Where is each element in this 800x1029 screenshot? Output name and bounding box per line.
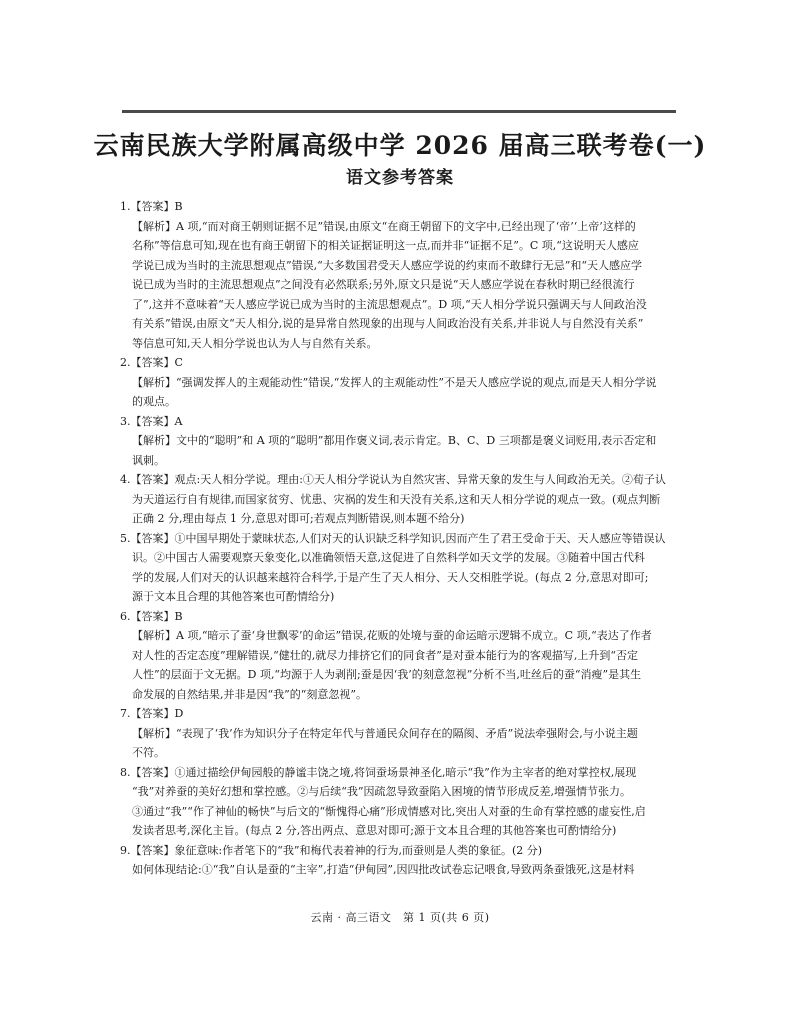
answer-first-line [120,763,682,783]
answer-text: 【答案】B [130,609,183,623]
answer-line: 命发展的自然结果,并非是因“我”的“刻意忽视”。 [132,687,367,701]
answer-line: 学的发展,人们对天的认识越来越符合科学,于是产生了天人相分、天人交相胜学说。(每点 2 分,意思对即可; [132,570,649,584]
answer-line: ③通过“我”“作了神仙的畅快”与后文的“惭愧得心痛”形成情感对比,突出人对蚕的生命有掌控感的虚妄性,启 [132,804,646,818]
answer-line: 【解析】文中的“聪明”和 A 项的“聪明”都用作褒义词,表示肯定。B、C、D 三项都是褒义词贬用,表示否定和 [132,434,657,447]
answer-line: 学说已成为当时的主流思想观点”错误,“大多数国君受天人感应学说的约束而不敢肆行无忌”和“天人感应学 [132,258,642,272]
answer-line: 发读者思考,深化主旨。(每点 2 分,答出两点、意思对即可;源于文本且合理的其他答案也可酌情给分) [132,824,617,837]
answer-line: 有关系”错误,由原文“天人相分,说的是异常自然现象的出现与人间政治没有关系,并非说人与自然没有关系” [132,317,644,330]
answer-line: 识。②中国古人需要观察天象变化,以准确领悟天意,这促进了自然科学如天文学的发展。③随着中国古代科 [132,551,645,564]
answer-line: 源于文本且合理的其他答案也可酌情给分) [132,590,335,603]
answer-first-line [120,470,682,490]
document-subtitle: 语文参考答案 [346,168,454,188]
answer-text: 【答案】象征意味:作者笔下的“我”和梅代表着神的行为,而蚕则是人类的象征。(2 分) [130,843,543,857]
answer-item [120,763,682,841]
answer-number: 9. [120,843,131,857]
answer-line: 等信息可知,天人相分学说也认为人与自然有关系。 [132,336,378,350]
answer-text: 【答案】A [130,414,183,428]
answer-line: “我”对养蚕的美好幻想和掌控感。②与后续“我”因疏忽导致蚕陷入困境的情节形成反差,增强情节张力。 [132,785,631,798]
answer-item [120,353,682,412]
answer-line: 讽刺。 [132,453,165,467]
answer-text: 【答案】B [130,200,183,213]
answer-item [120,412,682,471]
answer-number: 6. [120,609,131,623]
answer-first-line [120,607,682,627]
answer-item [120,607,682,705]
answer-line: 【解析】“表现了‘我’作为知识分子在特定年代与普通民众间存在的隔阂、矛盾”说法牵强附会,与小说主题 [132,726,638,740]
answer-line: 对人性的否定态度”理解错误,“健壮的,就尽力排挤它们的同食者”是对蚕本能行为的客观描写,上升到“否定 [132,648,638,662]
answer-first-line [120,841,682,861]
answer-item [120,529,682,607]
exam-title: 云南民族大学附属高级中学 2026 届高三联考卷(一) [93,131,707,160]
answer-line: 了”,这并不意味着“天人感应学说已成为当时的主流思想观点”。D 项,“天人相分学说只强调天与人间政治没 [132,297,647,311]
answer-line: 的观点。 [132,395,176,408]
answer-number: 5. [120,531,131,545]
answer-line: 不符。 [132,746,165,759]
answer-line: 【解析】“强调发挥人的主观能动性”错误,“发挥人的主观能动性”不是天人感应学说的观点,而是天人相分学说 [132,375,657,389]
answer-text: 【答案】①中国早期处于蒙昧状态,人们对天的认识缺乏科学知识,因而产生了君王受命于天、天人感应等错误认 [130,531,666,545]
answers-list [120,197,682,880]
answer-line: 人性”的层面于文无据。D 项,“均源于人为剥削;蚕是因‘我’的刻意忽视”分析不当,吐丝后的蚕“消瘦”是其生 [132,668,642,681]
answer-line: 为天道运行自有规律,而国家贫穷、忧患、灾祸的发生和天没有关系,这和天人相分学说的观点一致。(观点判断 [132,492,661,506]
answer-line: 如何体现结论:①“我”自认是蚕的“主宰”,打造“伊甸园”,因四批改试卷忘记喂食,导致两条蚕饿死,这是材料 [132,863,635,876]
header-rule [122,110,676,113]
answer-line: 说已成为当时的主流思想观点”之间没有必然联系;另外,原文只是说“天人感应学说在春秋时期已经很流行 [132,278,635,291]
answer-first-line [120,412,682,432]
answer-item [120,470,682,529]
answer-first-line [120,197,682,217]
answer-first-line [120,353,682,373]
answer-line: 名称”等信息可知,现在也有商王朝留下的相关证据证明这一点,而并非“证据不足”。C 项,“这说明天人感应 [132,239,639,252]
page-footer: 云南 · 高三语文 第 1 页(共 6 页) [310,911,490,924]
answer-first-line [120,704,682,724]
answer-number: 2. [120,356,131,369]
answer-first-line [120,529,682,549]
answer-item [120,197,682,353]
answer-line: 正确 2 分,理由每点 1 分,意思对即可;若观点判断错误,则本题不给分) [132,512,465,525]
answer-number: 1. [120,200,131,213]
answer-text: 【答案】C [130,356,183,369]
answer-text: 【答案】观点:天人相分学说。理由:①天人相分学说认为自然灾害、异常天象的发生与人间政治无关。②荀子认 [130,473,666,486]
answer-number: 4. [120,473,131,486]
answer-item [120,704,682,763]
answer-number: 8. [120,765,131,779]
answer-item [120,841,682,880]
answer-text: 【答案】①通过描绘伊甸园般的静谧丰饶之境,将饲蚕场景神圣化,暗示“我”作为主宰者的绝对掌控权,展现 [130,765,637,779]
answer-line: 【解析】A 项,“暗示了蚕‘身世飘零’的命运”错误,花贩的处境与蚕的命运暗示逻辑不成立。C 项,“表达了作者 [132,629,652,642]
answer-line: 【解析】A 项,“而对商王朝则证据不足”错误,由原文“在商王朝留下的文字中,已经出现了‘帝’‘上帝’这样的 [132,219,636,233]
answer-number: 7. [120,707,131,720]
answer-number: 3. [120,414,131,428]
answer-text: 【答案】D [130,707,184,720]
